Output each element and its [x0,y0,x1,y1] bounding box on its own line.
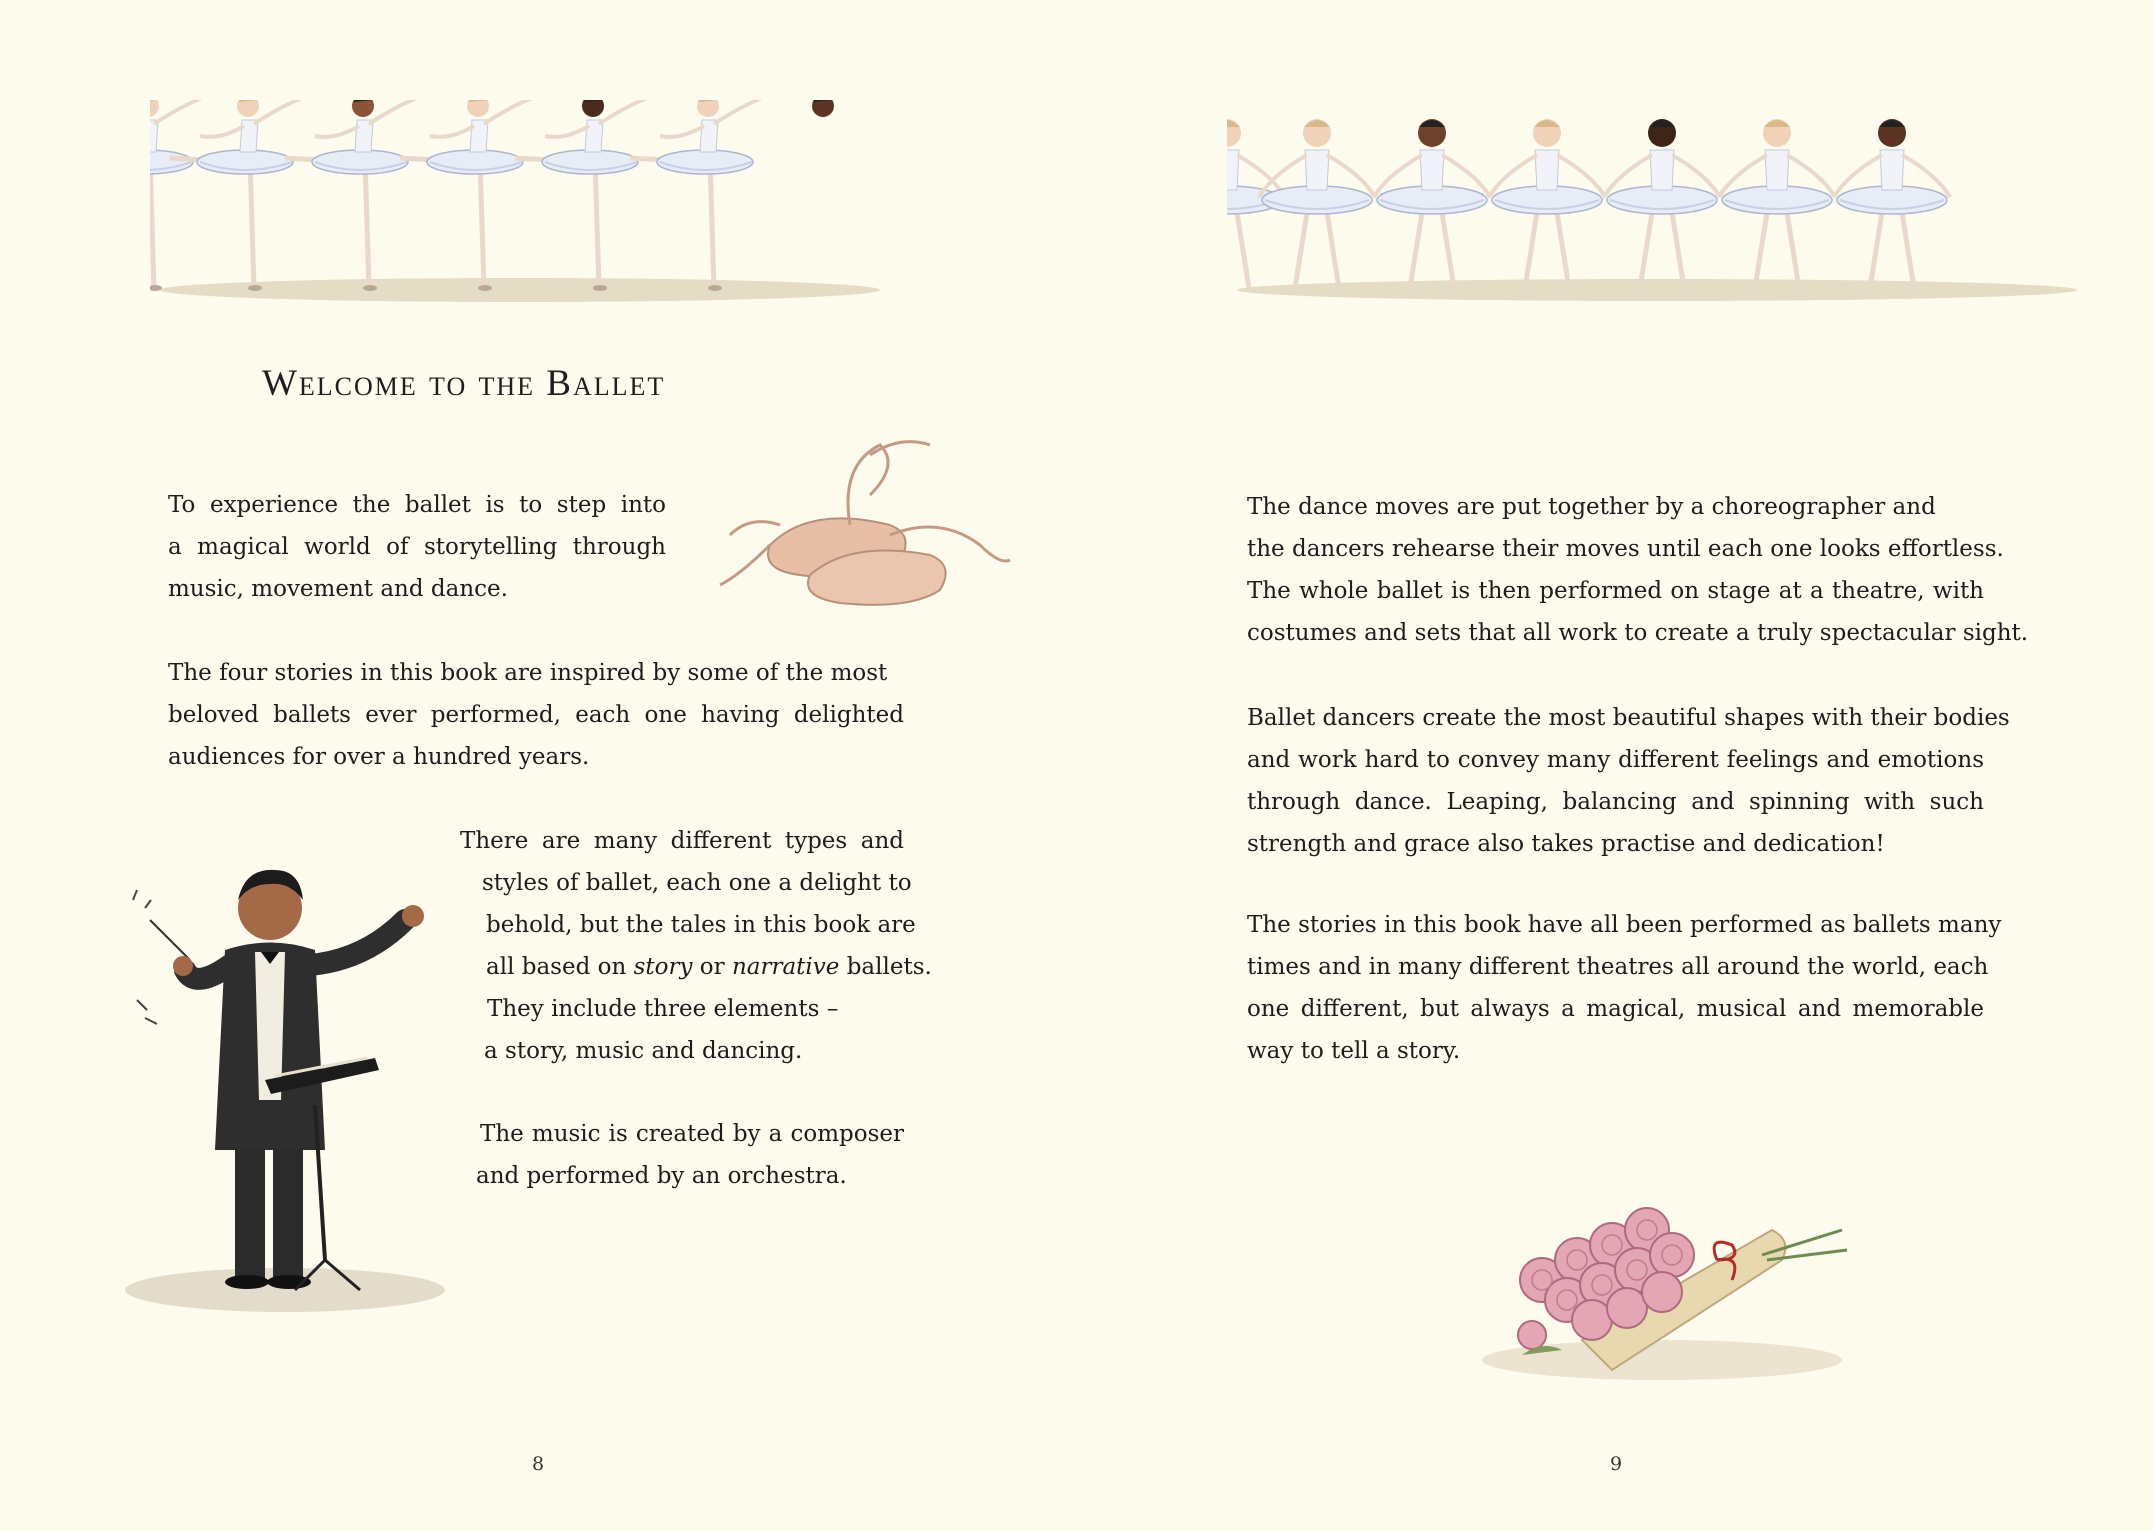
text-line: all based on story or narrative ballets. [486,954,932,980]
text-line: one different, but always a magical, musical and memorable [1247,996,1984,1022]
text-line: The whole ballet is then performed on stage at a theatre, with [1247,578,1984,604]
text-line: beloved ballets ever performed, each one having delighted [168,702,904,728]
text-line: costumes and sets that all work to create a truly spectacular sight. [1247,620,2029,646]
page-title: Welcome to the Ballet [262,363,666,404]
text-line: To experience the ballet is to step into [168,492,666,518]
pointe-shoes-illustration [700,425,1040,625]
right-page [1077,0,2154,1531]
text-line: There are many different types and [460,828,904,854]
text-line: styles of ballet, each one a delight to [482,870,912,896]
text-line: times and in many different theatres all around the world, each [1247,954,1989,980]
choreography-paragraph [1247,486,2029,654]
text-line: The dance moves are put together by a choreographer and [1247,494,1936,520]
intro-paragraph [168,484,666,610]
ballerinas-arabesque-illustration [150,100,890,310]
text-line: They include three elements – [487,996,839,1022]
text-line: strength and grace also takes practise and dedication! [1247,831,1885,857]
text-line: and performed by an orchestra. [476,1163,847,1189]
ballerinas-holding-hands-illustration [1227,105,2087,310]
text-line: behold, but the tales in this book are [486,912,916,938]
text-line: the dancers rehearse their moves until each one looks effortless. [1247,536,2004,562]
text-line: audiences for over a hundred years. [168,744,590,770]
conductor-illustration [75,840,455,1320]
text-line: The stories in this book have all been performed as ballets many [1247,912,2002,938]
text-line: The music is created by a composer [480,1121,904,1147]
stories-paragraph [168,652,904,778]
text-line: a story, music and dancing. [484,1038,803,1064]
text-line: and work hard to convey many different feelings and emotions [1247,747,1984,773]
dancers-paragraph [1247,697,2010,865]
stories-performed-paragraph [1247,904,2002,1072]
text-line: The four stories in this book are inspired by some of the most [168,660,888,686]
text-line: a magical world of storytelling through [168,534,666,560]
rose-bouquet-illustration [1462,1160,1882,1400]
text-line: through dance. Leaping, balancing and spinning with such [1247,789,1984,815]
text-line: Ballet dancers create the most beautiful shapes with their bodies [1247,705,2010,731]
page-number: 9 [1610,1453,1623,1475]
text-line: way to tell a story. [1247,1038,1461,1064]
text-line: music, movement and dance. [168,576,508,602]
page-number: 8 [532,1453,545,1475]
